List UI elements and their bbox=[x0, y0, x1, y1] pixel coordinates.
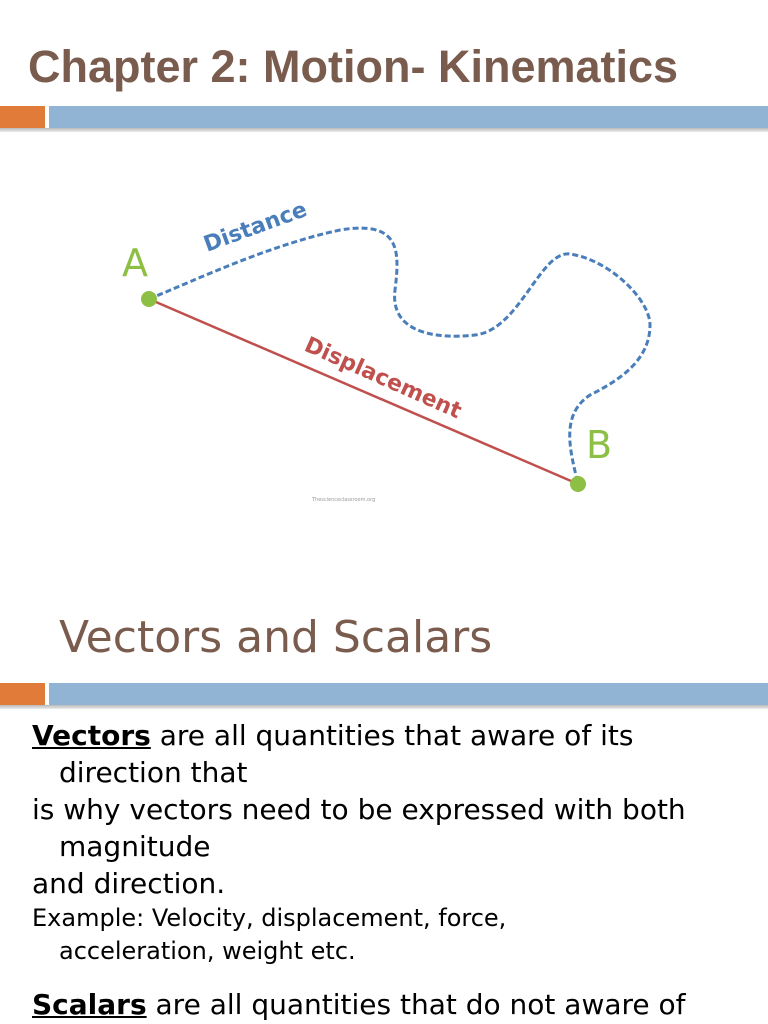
distance-displacement-diagram bbox=[100, 190, 680, 520]
vectors-example-line-2: acceleration, weight etc. bbox=[59, 937, 356, 965]
vectors-definition-line-2: direction that bbox=[59, 756, 248, 789]
vectors-term: Vectors bbox=[32, 719, 151, 752]
point-a-label: A bbox=[122, 241, 148, 285]
slide-2 bbox=[0, 590, 768, 1024]
vectors-example-line-1: Example: Velocity, displacement, force, bbox=[32, 904, 507, 932]
displacement-label: Displacement bbox=[300, 332, 466, 425]
vectors-definition-line-4: magnitude bbox=[59, 830, 211, 863]
vectors-definition-line-1 bbox=[32, 717, 762, 754]
slide-2-title: Vectors and Scalars bbox=[59, 612, 493, 663]
vectors-definition-line-5: and direction. bbox=[32, 867, 226, 900]
accent-bar-shadow bbox=[0, 128, 768, 132]
accent-blue-block bbox=[49, 683, 768, 705]
vectors-definition-line-3: is why vectors need to be expressed with both bbox=[32, 793, 686, 826]
vectors-text-1: are all quantities that aware of its bbox=[150, 719, 634, 752]
diagram-credit: Thescienceclassroom.org bbox=[312, 497, 376, 503]
accent-orange-block bbox=[0, 683, 45, 705]
point-b-dot bbox=[570, 476, 586, 492]
accent-blue-block bbox=[49, 106, 768, 128]
slide-1-title: Chapter 2: Motion- Kinematics bbox=[28, 41, 679, 92]
accent-orange-block bbox=[0, 106, 45, 128]
displacement-line bbox=[149, 299, 578, 484]
scalars-definition-line-1 bbox=[32, 986, 762, 1023]
scalars-text-1: are all quantities that do not aware of bbox=[146, 988, 686, 1021]
distance-path bbox=[149, 228, 650, 484]
title-accent-bar bbox=[0, 683, 768, 713]
title-accent-bar bbox=[0, 106, 768, 136]
accent-bar-shadow bbox=[0, 705, 768, 709]
slide-2-body bbox=[32, 717, 762, 1023]
point-b-label: B bbox=[586, 423, 613, 467]
spacer bbox=[32, 968, 762, 986]
distance-label: Distance bbox=[200, 197, 311, 258]
point-a-dot bbox=[141, 291, 157, 307]
scalars-term: Scalars bbox=[32, 988, 147, 1021]
